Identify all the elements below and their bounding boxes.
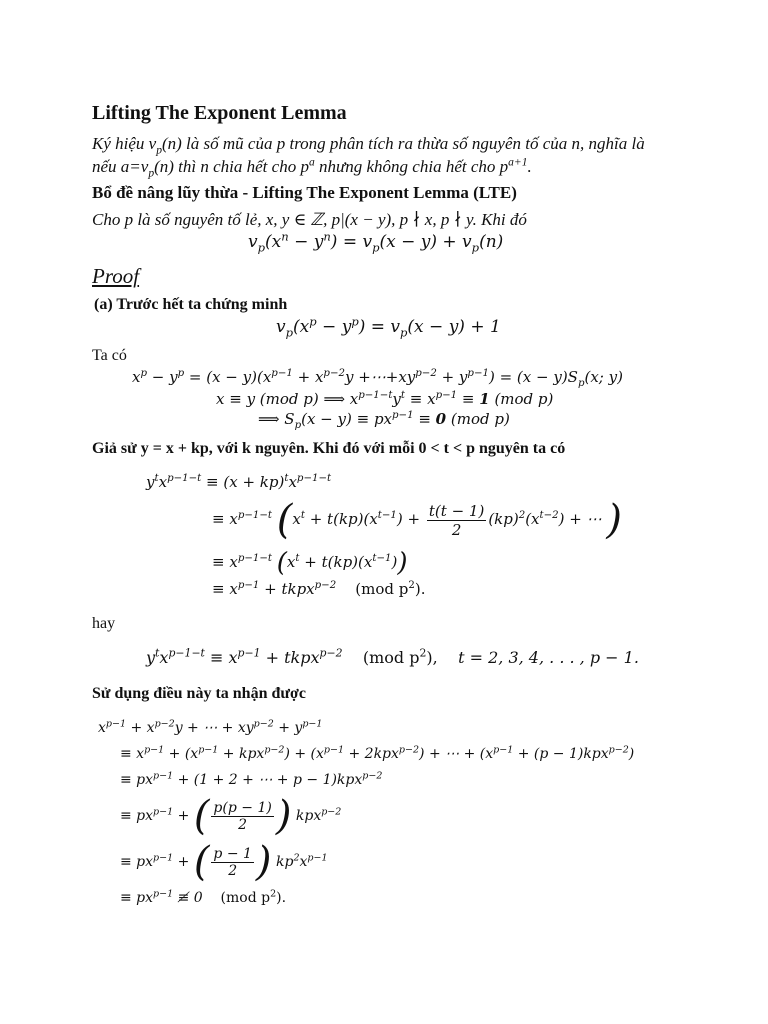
sum-congruence: ⟹ $S_p(x - y) \equiv px^{p-1} \equiv 0$ (mod p) <box>258 410 510 431</box>
hay-congruence: $y^tx^{p-1-t} \equiv x^{p-1}$ + tkpx$^{p-2}$ (mod $p^2$), t = 2, 3, 4, . . . , p − 1. <box>146 646 639 667</box>
use-line: Sử dụng điều này ta nhận được <box>92 685 306 702</box>
lte-formula: $v_p(x^n - y^n) = v_p(x - y) + v_p(n)$ <box>248 229 504 255</box>
derivation-line-1: $y^tx^{p-1-t} \equiv (x + kp)^tx^{p-1-t}$ <box>146 473 332 491</box>
page-title: Lifting The Exponent Lemma <box>92 102 347 124</box>
ta-co-label: Ta có <box>92 347 127 364</box>
sum-line-6: ≡ $px^{p-1}$ ≢ 0 (mod $p^2$). <box>120 888 287 906</box>
intro-line-2: nếu $a=v_p(n)$ thì n chia hết cho $p^a$ nhưng không chia hết cho $p^{a+1}$. <box>92 155 532 180</box>
lte-statement: Cho p là số nguyên tố lẻ, x, y ∈ ℤ, p|(x − y), p ∤ x, p ∤ y. Khi đó <box>92 210 527 229</box>
part-a-formula: $v_p(x^p - y^p) = v_p(x - y) + 1$ <box>276 314 501 340</box>
lte-heading: Bổ đề nâng lũy thừa - Lifting The Exponent Lemma (LTE) <box>92 183 517 202</box>
sum-line-3: ≡ $px^{p-1} + (1 + 2$ + ⋯ + p − 1)kpx$^{p-2}$ <box>120 770 383 788</box>
intro-line-1: Ký hiệu $v_p(n)$ là số mũ của p trong phân tích ra thừa số nguyên tố của n, nghĩa là <box>92 134 645 157</box>
sum-line-5: ≡ $px^{p-1}$ + ( $\frac{p - 1}{2}$ ) $kp^2x^{p-1}$ <box>120 839 328 885</box>
derivation-line-2: ≡ $x^{p-1-t}$ ($x^t + t(kp)(x^{t-1})$ + $\frac{t(t - 1)}{2}$ $(kp)^2(x^{t-2})$ + ⋯ ) <box>212 497 622 543</box>
derivation-line-4: ≡ $x^{p-1}$ + tkpx$^{p-2}$ (mod $p^2$). <box>212 580 426 598</box>
t-range: t = 2, 3, 4, . . . , p − 1. <box>458 648 639 667</box>
hay-label: hay <box>92 615 116 632</box>
part-a-heading: (a) Trước hết ta chứng minh <box>94 296 288 313</box>
sum-line-1: $x^{p-1} + x^{p-2}y$ + ⋯ + $xy^{p-2} + y^{p-1}$ <box>98 718 323 736</box>
assumption-line: Giả sử y = x + kp, với k nguyên. Khi đó với mỗi 0 < t < p nguyên ta có <box>92 440 566 457</box>
factorization-equation: $x^p - y^p = (x - y)(x^{p-1} + x^{p-2}y$ $+\cdots+xy^{p-2} + y^{p-1}) = (x - y)S_p(x$; y) <box>132 368 623 389</box>
sum-line-4: ≡ $px^{p-1}$ + ( $\frac{p(p - 1)}{2}$ ) kpx$^{p-2}$ <box>120 793 342 839</box>
derivation-line-3: ≡ $x^{p-1-t}$ $(x^t + t(kp)(x^{t-1}))$ <box>212 548 408 578</box>
proof-heading: Proof <box>92 264 140 288</box>
congruence-equation: x ≡ y (mod p) ⟹ $x^{p-1-t}y^t \equiv x^{p-1} \equiv 1$ (mod p) <box>216 390 554 408</box>
sum-line-2: ≡ $x^{p-1} + (x^{p-1} + kpx^{p-2}) + (x^{p-1} + 2kpx^{p-2})$ + ⋯ + $(x^{p-1} + (p - 1)kpx^{p-2})$ <box>120 744 635 762</box>
